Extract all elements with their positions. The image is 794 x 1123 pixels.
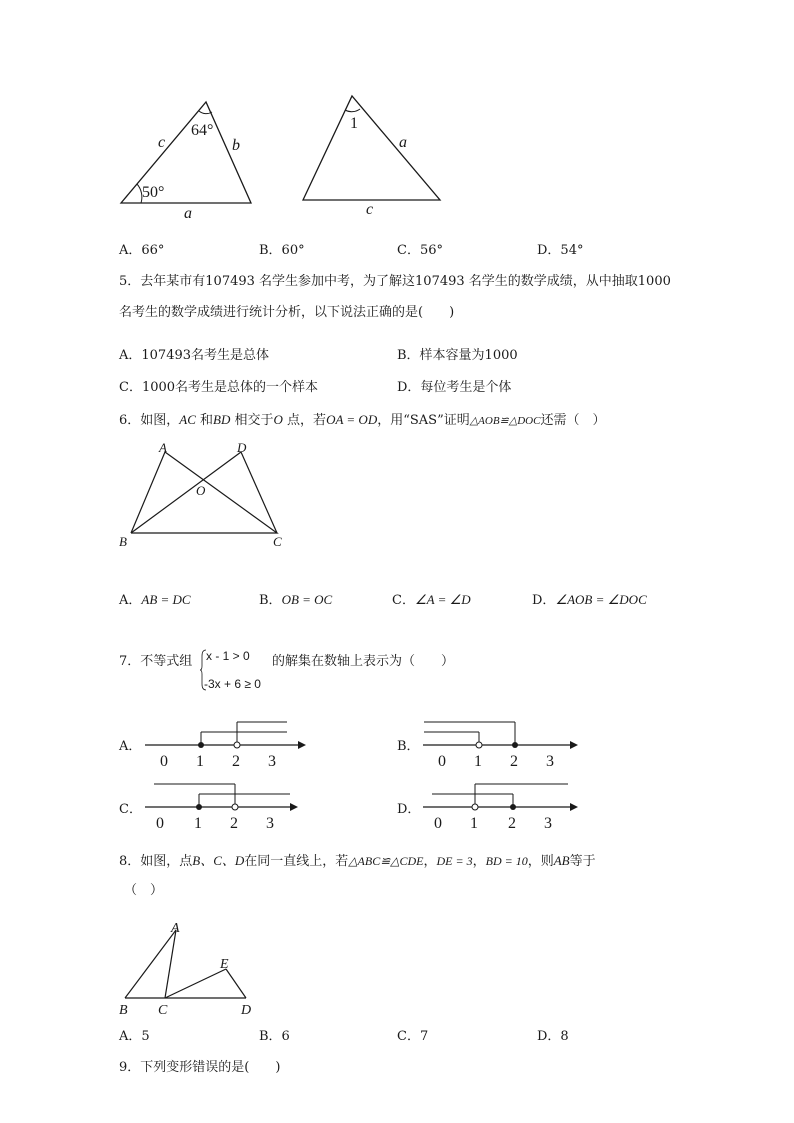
side-c-label: c: [366, 201, 374, 218]
tick-3-label: 3: [546, 753, 554, 770]
q4-option-d[interactable]: D．54°: [537, 243, 584, 258]
q7-suffix: 的解集在数轴上表示为（ ）: [272, 654, 455, 669]
q7-option-c-numberline[interactable]: [140, 780, 310, 834]
tick-0-label: 0: [438, 753, 446, 770]
q6-ac: AC: [179, 412, 196, 427]
q6-mid3: 点，若: [282, 413, 327, 428]
q6-option-d-letter: D．: [532, 593, 556, 608]
angle-left-label: 50°: [142, 184, 165, 201]
q6-option-a-letter: A．: [119, 593, 142, 608]
q8-de: DE = 3: [436, 854, 473, 868]
q5-option-a[interactable]: A．107493名考生是总体: [119, 348, 270, 363]
point-b-label: B: [119, 1003, 128, 1018]
q8-prefix: 8．如图，点: [119, 854, 193, 869]
q6-condition: OA = OD: [326, 412, 378, 427]
side-a-label: a: [184, 205, 192, 222]
point-d-label: D: [241, 1003, 252, 1018]
point-b-label: B: [119, 534, 127, 549]
q8-bd: BD = 10: [485, 854, 528, 868]
point-o-label: O: [196, 483, 206, 498]
q5-option-b[interactable]: B．样本容量为1000: [397, 348, 518, 363]
tick-1-label: 1: [194, 815, 202, 832]
q7-inequality-1: x - 1 > 0: [206, 649, 250, 663]
q6-stem: [119, 413, 605, 427]
q5-option-c[interactable]: C．1000名考生是总体的一个样本: [119, 380, 319, 395]
tick-3-label: 3: [266, 815, 274, 832]
point-a-label: A: [159, 440, 167, 455]
q4-option-a[interactable]: A．66°: [119, 243, 165, 258]
q8-points: B、C、D: [192, 853, 245, 868]
q7-option-b-letter[interactable]: B．: [397, 739, 420, 754]
q6-o: O: [273, 412, 283, 427]
tick-1-label: 1: [470, 815, 478, 832]
q6-option-a-value: AB = DC: [141, 592, 191, 607]
side-c-label: c: [158, 134, 166, 151]
q6-prefix: 6．如图，: [119, 413, 180, 428]
q6-option-b-value: OB = OC: [281, 592, 333, 607]
q5-stem-line2: 名考生的数学成绩进行统计分析，以下说法正确的是( ): [119, 305, 455, 320]
point-e-label: E: [220, 957, 229, 972]
q8-suffix: 等于: [569, 854, 596, 869]
q8-option-d[interactable]: D．8: [537, 1029, 569, 1044]
tick-2-label: 2: [230, 815, 238, 832]
q4-left-triangle: [115, 95, 265, 225]
side-a-label: a: [399, 134, 407, 151]
q8-congruence: △ABC≌△CDE: [348, 854, 424, 868]
tick-3-label: 3: [544, 815, 552, 832]
q8-mid3: ，: [472, 854, 486, 869]
q8-stem: [119, 854, 596, 868]
q6-suffix: 还需（ ）: [540, 413, 606, 428]
angle-1-label: 1: [350, 115, 358, 132]
q6-option-d-value: ∠AOB = ∠DOC: [555, 592, 647, 607]
tick-0-label: 0: [434, 815, 442, 832]
q6-option-c[interactable]: [392, 593, 471, 607]
q8-option-a[interactable]: A．5: [119, 1029, 150, 1044]
q4-option-c[interactable]: C．56°: [397, 243, 443, 258]
q6-option-c-value: ∠A = ∠D: [414, 592, 471, 607]
q8-paren: （ ）: [124, 883, 164, 898]
point-c-label: C: [273, 534, 282, 549]
tick-3-label: 3: [268, 753, 276, 770]
angle-top-label: 64°: [191, 122, 214, 139]
q7-option-c-letter[interactable]: C．: [119, 802, 142, 817]
q6-option-a[interactable]: [119, 593, 191, 607]
q8-option-c[interactable]: C．7: [397, 1029, 429, 1044]
side-b-label: b: [232, 137, 240, 154]
q8-ab: AB: [553, 853, 570, 868]
tick-1-label: 1: [474, 753, 482, 770]
tick-0-label: 0: [156, 815, 164, 832]
point-a-label: A: [171, 921, 180, 936]
q7-option-d-numberline[interactable]: [418, 780, 588, 834]
q7-option-a-numberline[interactable]: [140, 718, 310, 772]
q7-option-a-letter[interactable]: A．: [119, 739, 142, 754]
q4-right-triangle: [300, 90, 450, 220]
tick-2-label: 2: [232, 753, 240, 770]
q8-mid4: ，则: [527, 854, 554, 869]
point-d-label: D: [237, 440, 247, 455]
q7-option-d-letter[interactable]: D．: [397, 802, 421, 817]
q6-mid4: ，用“SAS”证明: [377, 413, 470, 428]
q6-option-d[interactable]: [532, 593, 647, 607]
q6-mid2: 相交于: [230, 413, 274, 428]
q4-option-b[interactable]: B．60°: [259, 243, 305, 258]
tick-2-label: 2: [508, 815, 516, 832]
q6-option-b-letter: B．: [259, 593, 282, 608]
q6-option-b[interactable]: [259, 593, 332, 607]
tick-0-label: 0: [160, 753, 168, 770]
q6-mid1: 和: [195, 413, 214, 428]
tick-1-label: 1: [196, 753, 204, 770]
q6-bd: BD: [213, 412, 231, 427]
q5-stem-line1: 5．去年某市有107493 名学生参加中考，为了解这107493 名学生的数学成绩，从中抽取1000: [119, 274, 671, 289]
point-c-label: C: [158, 1003, 168, 1018]
q6-congruence: △AOB≌△DOC: [469, 415, 541, 427]
q6-option-c-letter: C．: [392, 593, 415, 608]
q5-option-d[interactable]: D．每位考生是个体: [397, 380, 512, 395]
q8-figure: [115, 918, 265, 1024]
q8-option-b[interactable]: B．6: [259, 1029, 290, 1044]
q8-mid1: 在同一直线上，若: [244, 854, 349, 869]
q8-mid2: ，: [423, 854, 437, 869]
q7-option-b-numberline[interactable]: [418, 718, 588, 772]
q7-inequality-2: -3x + 6 ≥ 0: [204, 677, 261, 691]
tick-2-label: 2: [510, 753, 518, 770]
q6-figure: [115, 440, 295, 550]
q9-stem: 9．下列变形错误的是( ): [119, 1060, 281, 1075]
q7-prefix: 7．不等式组: [119, 654, 193, 669]
